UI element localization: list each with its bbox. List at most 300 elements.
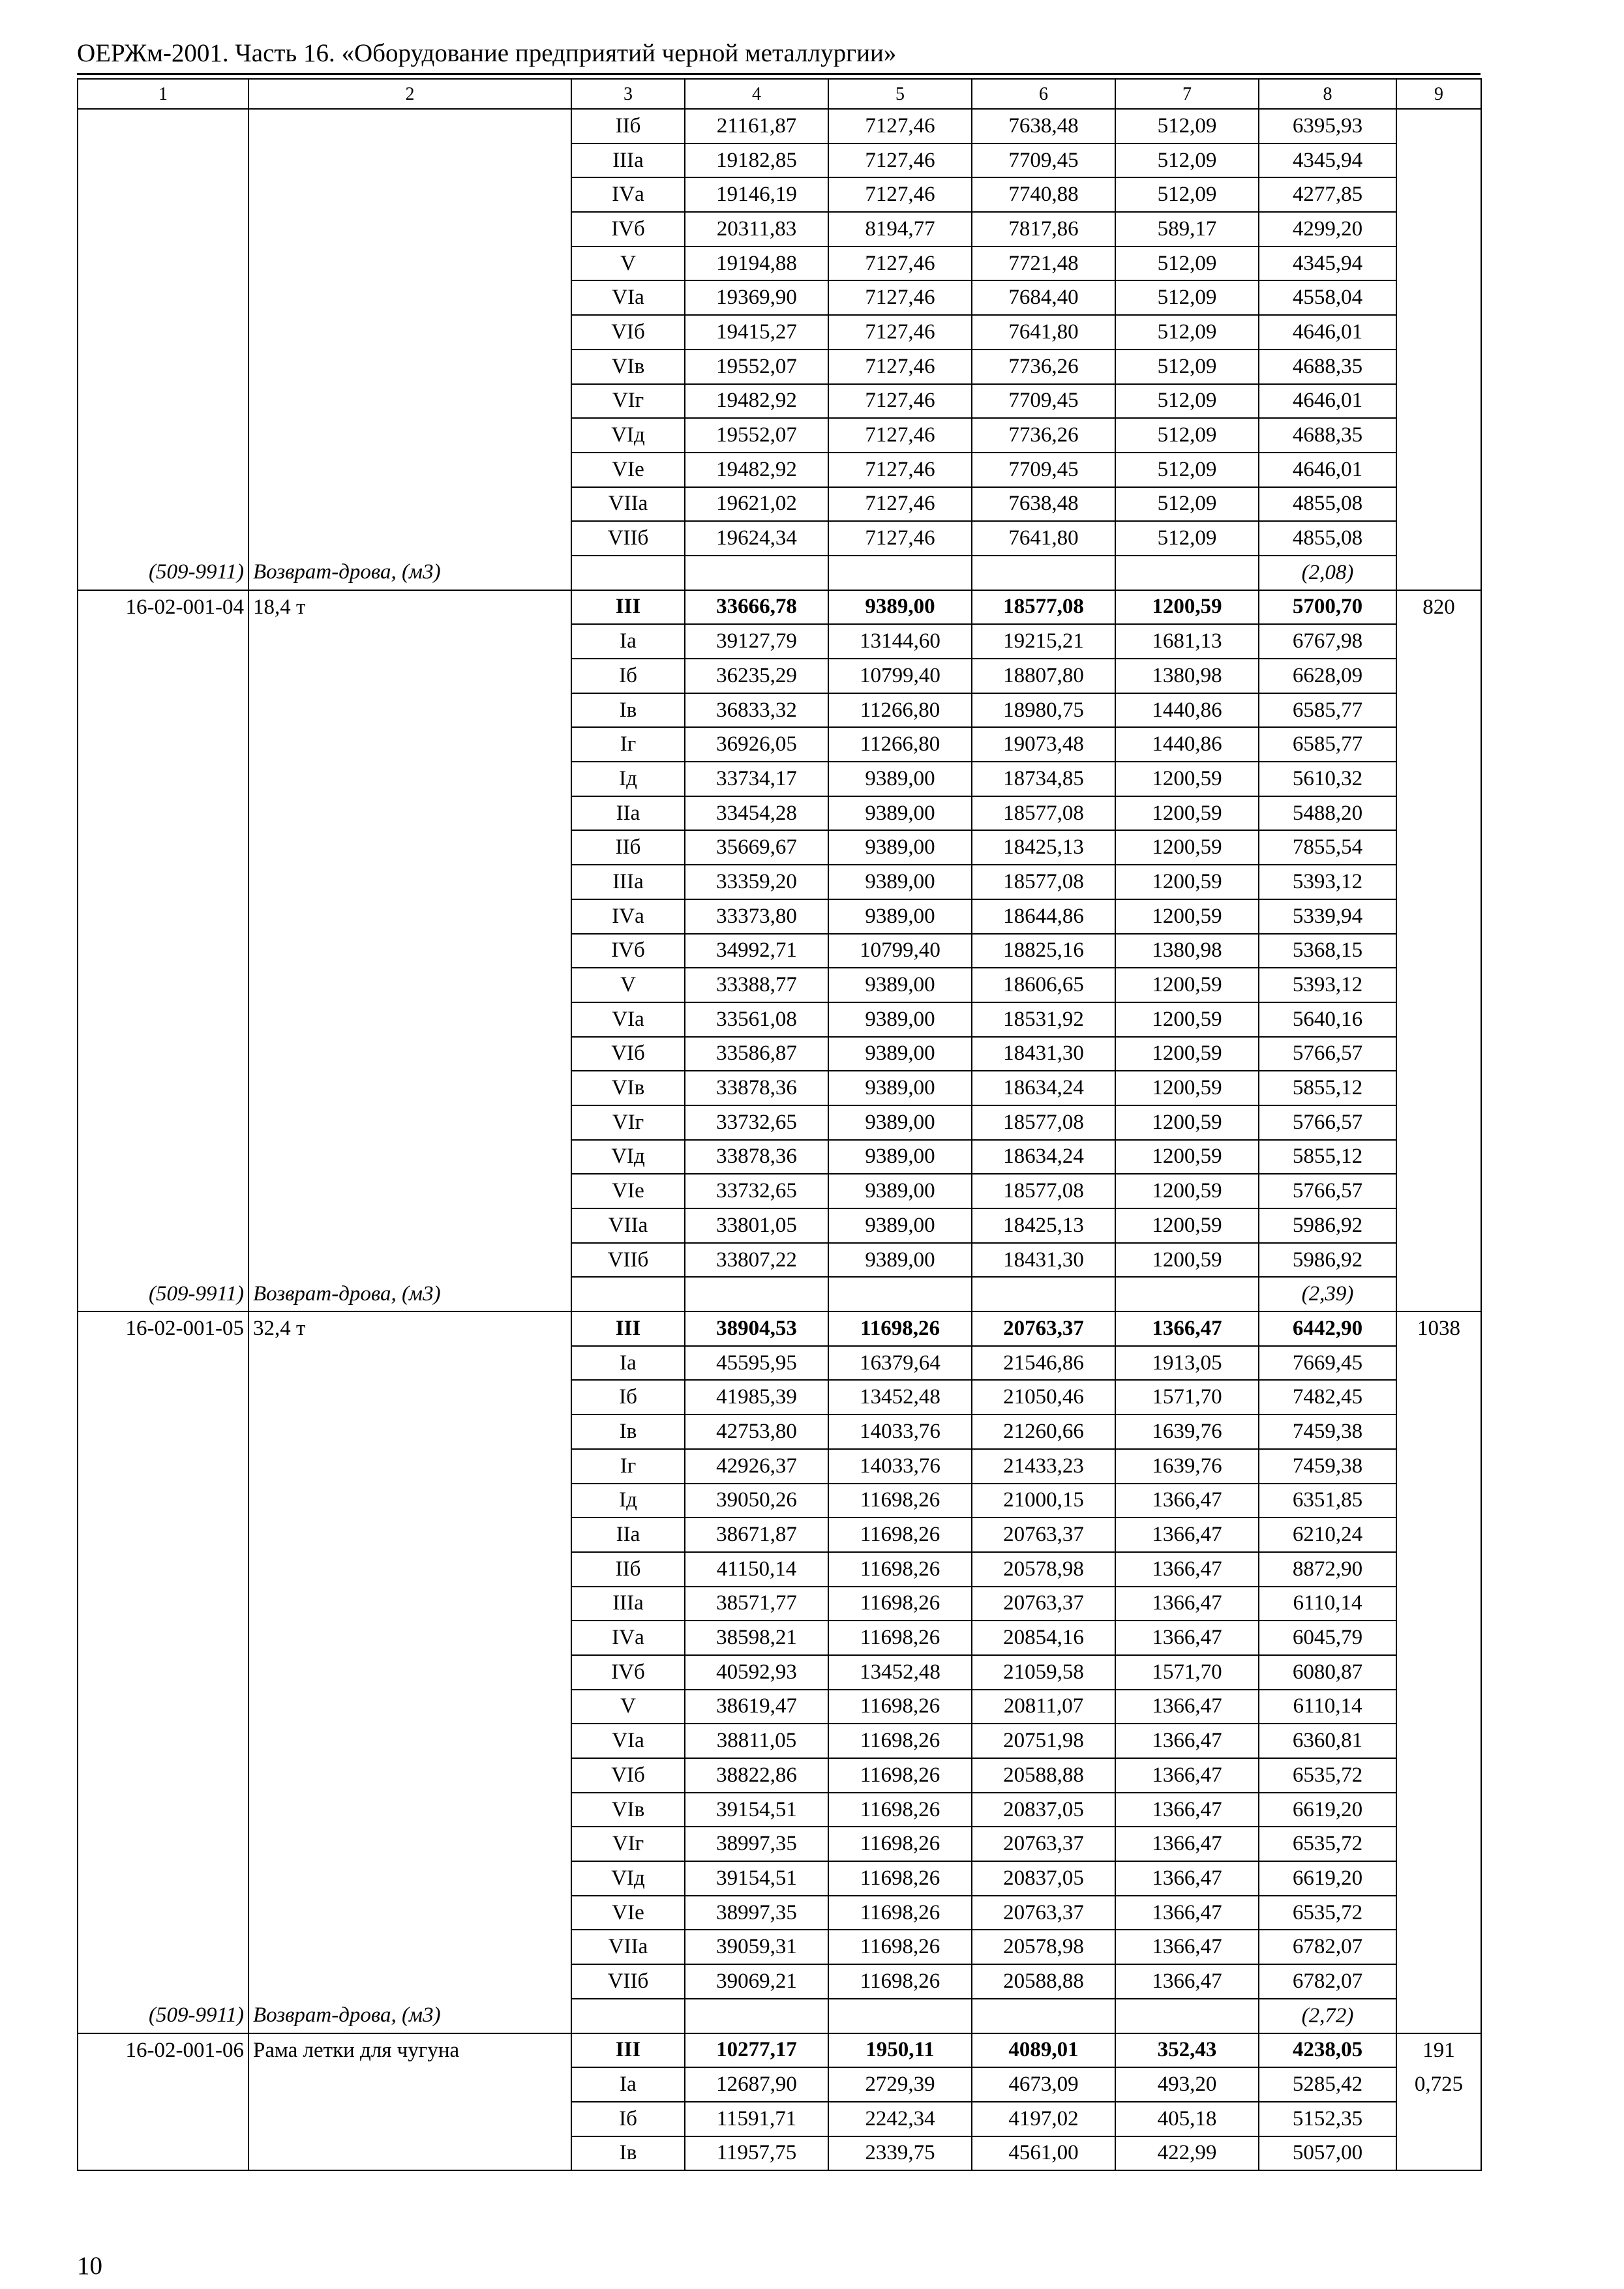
table-row	[78, 1861, 1481, 1896]
wages-cell: 11698,26	[828, 1758, 972, 1793]
wages-cell: 7127,46	[828, 315, 972, 350]
materials-cell: 4688,35	[1259, 418, 1396, 453]
total-cost-cell: 41985,39	[685, 1380, 828, 1414]
wages-cell: 2339,75	[828, 2136, 972, 2171]
materials-cell: 7459,38	[1259, 1449, 1396, 1484]
labor-cell	[1396, 1414, 1481, 1449]
machines-cell	[972, 556, 1115, 590]
total-cost-cell: 10277,17	[685, 2033, 828, 2068]
name-cell	[248, 247, 571, 281]
code-cell	[78, 1552, 248, 1587]
machines-cell: 18577,08	[972, 590, 1115, 625]
machinist-wages-cell: 512,09	[1115, 521, 1259, 556]
wages-cell: 7127,46	[828, 247, 972, 281]
labor-cell	[1396, 1105, 1481, 1140]
materials-cell: (2,72)	[1259, 1999, 1396, 2033]
table-row	[78, 109, 1481, 143]
machines-cell: 20578,98	[972, 1930, 1115, 1964]
total-cost-cell: 41150,14	[685, 1552, 828, 1587]
materials-cell: 4646,01	[1259, 315, 1396, 350]
machinist-wages-cell: 1366,47	[1115, 1311, 1259, 1346]
zone-cell: VIIа	[571, 487, 685, 522]
name-cell	[248, 177, 571, 212]
name-cell	[248, 693, 571, 728]
machinist-wages-cell: 1200,59	[1115, 1071, 1259, 1105]
machines-cell: 20578,98	[972, 1552, 1115, 1587]
zone-cell: Iб	[571, 2102, 685, 2136]
code-cell	[78, 1518, 248, 1552]
table-row	[78, 1587, 1481, 1621]
machines-cell: 7736,26	[972, 418, 1115, 453]
name-cell	[248, 453, 571, 487]
machines-cell: 18825,16	[972, 934, 1115, 968]
machines-cell: 18577,08	[972, 1105, 1115, 1140]
code-cell: 16-02-001-05	[78, 1311, 248, 1346]
machinist-wages-cell: 1366,47	[1115, 1930, 1259, 1964]
labor-cell	[1396, 1380, 1481, 1414]
zone-cell: IIIа	[571, 143, 685, 178]
name-cell	[248, 1449, 571, 1484]
zone-cell: IVа	[571, 1621, 685, 1655]
zone-cell: Iб	[571, 659, 685, 693]
code-cell	[78, 796, 248, 831]
wages-cell: 9389,00	[828, 1140, 972, 1174]
labor-cell	[1396, 1243, 1481, 1278]
materials-cell: 4277,85	[1259, 177, 1396, 212]
wages-cell: 11698,26	[828, 1518, 972, 1552]
wages-cell: 7127,46	[828, 453, 972, 487]
machinist-wages-cell: 1639,76	[1115, 1449, 1259, 1484]
total-cost-cell: 12687,90	[685, 2067, 828, 2102]
table-note-row	[78, 1999, 1481, 2033]
wages-cell: 10799,40	[828, 659, 972, 693]
name-cell	[248, 1587, 571, 1621]
code-cell	[78, 762, 248, 796]
labor-cell	[1396, 2136, 1481, 2171]
name-cell	[248, 727, 571, 762]
materials-cell: 4558,04	[1259, 280, 1396, 315]
labor-cell: 0,725	[1396, 2067, 1481, 2102]
name-cell	[248, 1208, 571, 1243]
name-cell	[248, 384, 571, 419]
zone-cell: IIб	[571, 1552, 685, 1587]
rates-table	[77, 78, 1482, 2171]
machinist-wages-cell: 1366,47	[1115, 1827, 1259, 1861]
name-cell	[248, 899, 571, 934]
machinist-wages-cell: 1200,59	[1115, 796, 1259, 831]
machinist-wages-cell: 1366,47	[1115, 1518, 1259, 1552]
name-cell	[248, 1484, 571, 1518]
total-cost-cell: 36235,29	[685, 659, 828, 693]
machines-cell: 4089,01	[972, 2033, 1115, 2068]
total-cost-cell: 36833,32	[685, 693, 828, 728]
zone-cell: Iг	[571, 727, 685, 762]
machinist-wages-cell: 1681,13	[1115, 624, 1259, 659]
zone-cell	[571, 556, 685, 590]
zone-cell: Iа	[571, 1346, 685, 1381]
total-cost-cell: 33732,65	[685, 1105, 828, 1140]
machines-cell: 18531,92	[972, 1002, 1115, 1037]
labor-cell	[1396, 1071, 1481, 1105]
code-cell	[78, 521, 248, 556]
labor-cell	[1396, 418, 1481, 453]
labor-cell	[1396, 865, 1481, 899]
table-row	[78, 453, 1481, 487]
name-cell	[248, 1346, 571, 1381]
code-cell	[78, 1587, 248, 1621]
machinist-wages-cell	[1115, 1999, 1259, 2033]
materials-cell: 5986,92	[1259, 1208, 1396, 1243]
wages-cell: 9389,00	[828, 899, 972, 934]
name-cell	[248, 1243, 571, 1278]
name-cell	[248, 212, 571, 247]
wages-cell: 11698,26	[828, 1724, 972, 1758]
total-cost-cell: 20311,83	[685, 212, 828, 247]
zone-cell: VIб	[571, 1037, 685, 1071]
machinist-wages-cell: 512,09	[1115, 315, 1259, 350]
materials-cell: 6535,72	[1259, 1827, 1396, 1861]
materials-cell: 5640,16	[1259, 1002, 1396, 1037]
wages-cell	[828, 1999, 972, 2033]
zone-cell: Iв	[571, 2136, 685, 2171]
machines-cell: 20763,37	[972, 1518, 1115, 1552]
wages-cell: 8194,77	[828, 212, 972, 247]
name-cell	[248, 830, 571, 865]
table-row	[78, 2102, 1481, 2136]
wages-cell: 9389,00	[828, 590, 972, 625]
total-cost-cell: 39069,21	[685, 1964, 828, 1999]
total-cost-cell: 19146,19	[685, 177, 828, 212]
zone-cell: VIг	[571, 1105, 685, 1140]
labor-cell	[1396, 1449, 1481, 1484]
zone-cell: IIIа	[571, 865, 685, 899]
zone-cell: VIг	[571, 1827, 685, 1861]
wages-cell: 7127,46	[828, 143, 972, 178]
total-cost-cell: 19482,92	[685, 453, 828, 487]
name-cell	[248, 1140, 571, 1174]
wages-cell: 9389,00	[828, 830, 972, 865]
wages-cell: 7127,46	[828, 418, 972, 453]
code-cell	[78, 1793, 248, 1827]
code-cell	[78, 899, 248, 934]
name-cell	[248, 796, 571, 831]
machines-cell: 18807,80	[972, 659, 1115, 693]
labor-cell	[1396, 1896, 1481, 1930]
materials-cell: 5368,15	[1259, 934, 1396, 968]
total-cost-cell: 19369,90	[685, 280, 828, 315]
name-cell	[248, 1655, 571, 1690]
materials-cell: 5152,35	[1259, 2102, 1396, 2136]
table-row	[78, 1346, 1481, 1381]
total-cost-cell: 33734,17	[685, 762, 828, 796]
machinist-wages-cell: 1366,47	[1115, 1896, 1259, 1930]
code-cell	[78, 968, 248, 1002]
wages-cell: 9389,00	[828, 1037, 972, 1071]
total-cost-cell: 39154,51	[685, 1861, 828, 1896]
table-row	[78, 2067, 1481, 2102]
table-row	[78, 177, 1481, 212]
machines-cell: 21059,58	[972, 1655, 1115, 1690]
total-cost-cell: 19552,07	[685, 418, 828, 453]
total-cost-cell: 19182,85	[685, 143, 828, 178]
total-cost-cell: 33454,28	[685, 796, 828, 831]
wages-cell: 14033,76	[828, 1449, 972, 1484]
zone-cell: VIб	[571, 315, 685, 350]
machines-cell: 20763,37	[972, 1587, 1115, 1621]
labor-cell	[1396, 1999, 1481, 2033]
code-cell	[78, 315, 248, 350]
code-cell	[78, 418, 248, 453]
zone-cell: Iб	[571, 1380, 685, 1414]
labor-cell	[1396, 1930, 1481, 1964]
total-cost-cell: 38997,35	[685, 1896, 828, 1930]
labor-cell	[1396, 1964, 1481, 1999]
zone-cell: VIе	[571, 1174, 685, 1208]
total-cost-cell: 33561,08	[685, 1002, 828, 1037]
code-cell	[78, 659, 248, 693]
code-cell	[78, 1380, 248, 1414]
total-cost-cell: 39050,26	[685, 1484, 828, 1518]
machinist-wages-cell: 512,09	[1115, 280, 1259, 315]
wages-cell: 13452,48	[828, 1655, 972, 1690]
labor-cell: 820	[1396, 590, 1481, 625]
code-cell	[78, 865, 248, 899]
total-cost-cell: 38619,47	[685, 1690, 828, 1724]
table-row	[78, 2033, 1481, 2068]
total-cost-cell: 38571,77	[685, 1587, 828, 1621]
code-cell	[78, 247, 248, 281]
labor-cell	[1396, 350, 1481, 384]
wages-cell: 11266,80	[828, 727, 972, 762]
table-row	[78, 418, 1481, 453]
total-cost-cell: 33388,77	[685, 968, 828, 1002]
table-row	[78, 590, 1481, 625]
code-cell: (509-9911)	[78, 1277, 248, 1311]
labor-cell: 1038	[1396, 1311, 1481, 1346]
machinist-wages-cell: 1380,98	[1115, 934, 1259, 968]
name-cell	[248, 968, 571, 1002]
machines-cell: 20588,88	[972, 1964, 1115, 1999]
code-cell	[78, 934, 248, 968]
zone-cell: IVб	[571, 1655, 685, 1690]
machinist-wages-cell: 1200,59	[1115, 1140, 1259, 1174]
machines-cell: 18431,30	[972, 1243, 1115, 1278]
wages-cell	[828, 1277, 972, 1311]
wages-cell: 9389,00	[828, 796, 972, 831]
machinist-wages-cell	[1115, 1277, 1259, 1311]
header-rule	[77, 73, 1481, 75]
name-cell	[248, 350, 571, 384]
table-row	[78, 1243, 1481, 1278]
column-number: 5	[828, 79, 972, 109]
machinist-wages-cell: 1440,86	[1115, 693, 1259, 728]
labor-cell	[1396, 521, 1481, 556]
table-row	[78, 487, 1481, 522]
materials-cell: 6395,93	[1259, 109, 1396, 143]
total-cost-cell: 38811,05	[685, 1724, 828, 1758]
table-row	[78, 384, 1481, 419]
wages-cell: 16379,64	[828, 1346, 972, 1381]
wages-cell: 11698,26	[828, 1861, 972, 1896]
code-cell	[78, 1621, 248, 1655]
machinist-wages-cell: 512,09	[1115, 418, 1259, 453]
materials-cell: 6360,81	[1259, 1724, 1396, 1758]
name-cell: Возврат-дрова, (м3)	[248, 556, 571, 590]
zone-cell: VIе	[571, 453, 685, 487]
name-cell	[248, 1414, 571, 1449]
total-cost-cell: 42753,80	[685, 1414, 828, 1449]
name-cell	[248, 143, 571, 178]
name-cell	[248, 1002, 571, 1037]
zone-cell: III	[571, 2033, 685, 2068]
total-cost-cell: 11957,75	[685, 2136, 828, 2171]
table-note-row	[78, 556, 1481, 590]
code-cell	[78, 384, 248, 419]
machines-cell: 21433,23	[972, 1449, 1115, 1484]
machinist-wages-cell: 512,09	[1115, 487, 1259, 522]
wages-cell: 1950,11	[828, 2033, 972, 2068]
zone-cell: IIб	[571, 109, 685, 143]
machines-cell: 18734,85	[972, 762, 1115, 796]
name-cell	[248, 280, 571, 315]
zone-cell: VIд	[571, 1140, 685, 1174]
machines-cell: 7638,48	[972, 109, 1115, 143]
materials-cell: 5339,94	[1259, 899, 1396, 934]
zone-cell: IIIа	[571, 1587, 685, 1621]
materials-cell: 4688,35	[1259, 350, 1396, 384]
materials-cell: 6782,07	[1259, 1930, 1396, 1964]
total-cost-cell: 11591,71	[685, 2102, 828, 2136]
code-cell	[78, 1690, 248, 1724]
code-cell	[78, 727, 248, 762]
page-header: ОЕРЖм-2001. Часть 16. «Оборудование предприятий черной металлургии»	[77, 39, 897, 67]
zone-cell: VIIб	[571, 1964, 685, 1999]
wages-cell: 9389,00	[828, 968, 972, 1002]
code-cell	[78, 2136, 248, 2171]
machinist-wages-cell: 512,09	[1115, 109, 1259, 143]
labor-cell	[1396, 968, 1481, 1002]
name-cell	[248, 1621, 571, 1655]
total-cost-cell: 38671,87	[685, 1518, 828, 1552]
machinist-wages-cell: 1200,59	[1115, 865, 1259, 899]
machinist-wages-cell: 512,09	[1115, 247, 1259, 281]
table-row	[78, 1930, 1481, 1964]
zone-cell: Iа	[571, 2067, 685, 2102]
wages-cell: 9389,00	[828, 1243, 972, 1278]
total-cost-cell: 35669,67	[685, 830, 828, 865]
total-cost-cell: 42926,37	[685, 1449, 828, 1484]
zone-cell: VIв	[571, 1793, 685, 1827]
name-cell	[248, 521, 571, 556]
table-row	[78, 1140, 1481, 1174]
zone-cell: IIа	[571, 1518, 685, 1552]
zone-cell: VIIб	[571, 1243, 685, 1278]
wages-cell: 9389,00	[828, 1208, 972, 1243]
machines-cell: 7641,80	[972, 521, 1115, 556]
machinist-wages-cell: 1366,47	[1115, 1964, 1259, 1999]
materials-cell: 5393,12	[1259, 968, 1396, 1002]
total-cost-cell: 33586,87	[685, 1037, 828, 1071]
name-cell	[248, 1930, 571, 1964]
name-cell	[248, 1690, 571, 1724]
table-note-row	[78, 1277, 1481, 1311]
materials-cell: 5855,12	[1259, 1071, 1396, 1105]
materials-cell: 4345,94	[1259, 247, 1396, 281]
wages-cell: 7127,46	[828, 177, 972, 212]
wages-cell: 7127,46	[828, 280, 972, 315]
machines-cell: 4561,00	[972, 2136, 1115, 2171]
wages-cell: 7127,46	[828, 109, 972, 143]
column-number: 3	[571, 79, 685, 109]
name-cell	[248, 2102, 571, 2136]
wages-cell: 13144,60	[828, 624, 972, 659]
labor-cell	[1396, 1277, 1481, 1311]
zone-cell: V	[571, 968, 685, 1002]
materials-cell: 4855,08	[1259, 521, 1396, 556]
zone-cell: IVа	[571, 899, 685, 934]
table-row	[78, 1758, 1481, 1793]
code-cell	[78, 1243, 248, 1278]
labor-cell	[1396, 693, 1481, 728]
machines-cell: 21546,86	[972, 1346, 1115, 1381]
labor-cell	[1396, 109, 1481, 143]
name-cell	[248, 1964, 571, 1999]
zone-cell: VIа	[571, 1002, 685, 1037]
table-row	[78, 968, 1481, 1002]
table-row	[78, 1518, 1481, 1552]
table-row	[78, 1793, 1481, 1827]
zone-cell: V	[571, 1690, 685, 1724]
name-cell: Возврат-дрова, (м3)	[248, 1277, 571, 1311]
name-cell	[248, 865, 571, 899]
name-cell	[248, 659, 571, 693]
machines-cell: 20763,37	[972, 1311, 1115, 1346]
table-row	[78, 693, 1481, 728]
table-row	[78, 865, 1481, 899]
wages-cell: 11698,26	[828, 1552, 972, 1587]
machinist-wages-cell: 512,09	[1115, 384, 1259, 419]
machines-cell: 18634,24	[972, 1140, 1115, 1174]
materials-cell: 4646,01	[1259, 453, 1396, 487]
wages-cell: 9389,00	[828, 1105, 972, 1140]
total-cost-cell: 21161,87	[685, 109, 828, 143]
total-cost-cell: 39154,51	[685, 1793, 828, 1827]
name-cell	[248, 1758, 571, 1793]
total-cost-cell: 33732,65	[685, 1174, 828, 1208]
zone-cell: IIб	[571, 830, 685, 865]
machines-cell: 7684,40	[972, 280, 1115, 315]
code-cell	[78, 1655, 248, 1690]
name-cell	[248, 1037, 571, 1071]
code-cell	[78, 1002, 248, 1037]
machinist-wages-cell: 1200,59	[1115, 830, 1259, 865]
column-number: 9	[1396, 79, 1481, 109]
total-cost-cell: 45595,95	[685, 1346, 828, 1381]
table-row	[78, 521, 1481, 556]
machinist-wages-cell: 1366,47	[1115, 1724, 1259, 1758]
materials-cell: 6351,85	[1259, 1484, 1396, 1518]
materials-cell: 5766,57	[1259, 1105, 1396, 1140]
total-cost-cell: 33878,36	[685, 1140, 828, 1174]
machines-cell: 20763,37	[972, 1896, 1115, 1930]
materials-cell: 6442,90	[1259, 1311, 1396, 1346]
zone-cell: VIд	[571, 1861, 685, 1896]
code-cell	[78, 1105, 248, 1140]
zone-cell	[571, 1277, 685, 1311]
name-cell: 18,4 т	[248, 590, 571, 625]
machines-cell: 18577,08	[972, 865, 1115, 899]
code-cell	[78, 212, 248, 247]
